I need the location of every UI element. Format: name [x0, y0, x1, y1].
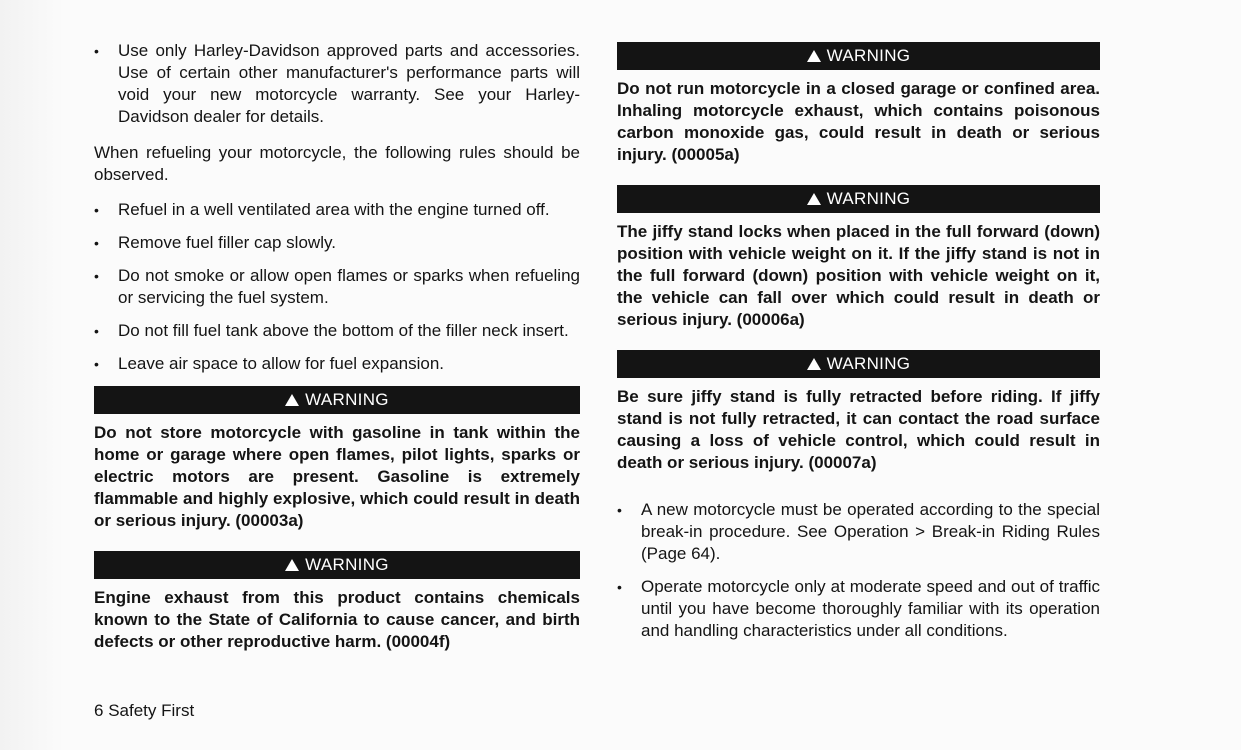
- warning-block: [94, 386, 580, 532]
- warning-label: WARNING: [305, 555, 389, 574]
- warning-block: [617, 42, 1100, 166]
- list-item: • Operate motorcycle only at moderate speed and out of traffic until you have become thoroughly familiar with its operation and handling characteristics under all conditions.: [617, 576, 1100, 642]
- page-footer: [94, 700, 194, 722]
- warning-triangle-icon: [807, 50, 821, 62]
- list-item: • Do not smoke or allow open flames or sparks when refueling or servicing the fuel system.: [94, 265, 580, 309]
- warning-label: WARNING: [305, 390, 389, 409]
- parts-bullet-list: [94, 40, 580, 128]
- page-number: 6: [94, 701, 104, 720]
- list-item: • Leave air space to allow for fuel expansion.: [94, 353, 580, 375]
- list-item: • Do not fill fuel tank above the bottom of the filler neck insert.: [94, 320, 580, 342]
- warning-triangle-icon: [285, 559, 299, 571]
- warning-label: WARNING: [826, 354, 911, 373]
- list-item: • A new motorcycle must be operated according to the special break-in procedure. See Operation > Break-in Riding Rules (Page 64).: [617, 499, 1100, 565]
- refuel-intro: When refueling your motorcycle, the following rules should be observed.: [94, 143, 580, 184]
- operation-bullet-list: [617, 499, 1100, 642]
- warning-text: Do not store motorcycle with gasoline in tank within the home or garage where open flames, pilot lights, sparks or electric motors are present. Gasoline is extremely flammable and highly explosive, which could result in death or serious injury. (00003a): [94, 423, 580, 530]
- section-title: Safety First: [108, 701, 195, 720]
- warning-block: [94, 551, 580, 653]
- warning-bar: [617, 42, 1100, 70]
- list-item: • Refuel in a well ventilated area with the engine turned off.: [94, 199, 580, 221]
- warning-bar: [94, 386, 580, 414]
- warning-text: Be sure jiffy stand is fully retracted before riding. If jiffy stand is not fully retracted, it can contact the road surface causing a loss of vehicle control, which could result in death or serious injury. (00007a): [617, 387, 1100, 472]
- list-item: • Use only Harley-Davidson approved parts and accessories. Use of certain other manufacturer's performance parts will void your new motorcycle warranty. See your Harley-Davidson dealer for details.: [94, 40, 580, 128]
- warning-label: WARNING: [826, 189, 911, 208]
- warning-text: Do not run motorcycle in a closed garage or confined area. Inhaling motorcycle exhaust, which contains poisonous carbon monoxide gas, could result in death or serious injury. (00005a): [617, 79, 1100, 164]
- warning-triangle-icon: [807, 193, 821, 205]
- left-column: [94, 40, 580, 653]
- list-item: • Remove fuel filler cap slowly.: [94, 232, 580, 254]
- right-column: [617, 42, 1100, 653]
- warning-bar: [94, 551, 580, 579]
- warning-bar: [617, 185, 1100, 213]
- warning-triangle-icon: [285, 394, 299, 406]
- refuel-rules-list: [94, 199, 580, 375]
- warning-block: [617, 350, 1100, 474]
- warning-text: The jiffy stand locks when placed in the full forward (down) position with vehicle weight on it. If the jiffy stand is not in the full forward (down) position with vehicle weight on it, the vehicle can fall over which could result in death or serious injury. (00006a): [617, 222, 1100, 329]
- warning-block: [617, 185, 1100, 331]
- warning-label: WARNING: [826, 46, 911, 65]
- warning-bar: [617, 350, 1100, 378]
- warning-triangle-icon: [807, 358, 821, 370]
- warning-text: Engine exhaust from this product contains chemicals known to the State of California to cause cancer, and birth defects or other reproductive harm. (00004f): [94, 588, 580, 651]
- page-edge-shadow: [0, 0, 64, 750]
